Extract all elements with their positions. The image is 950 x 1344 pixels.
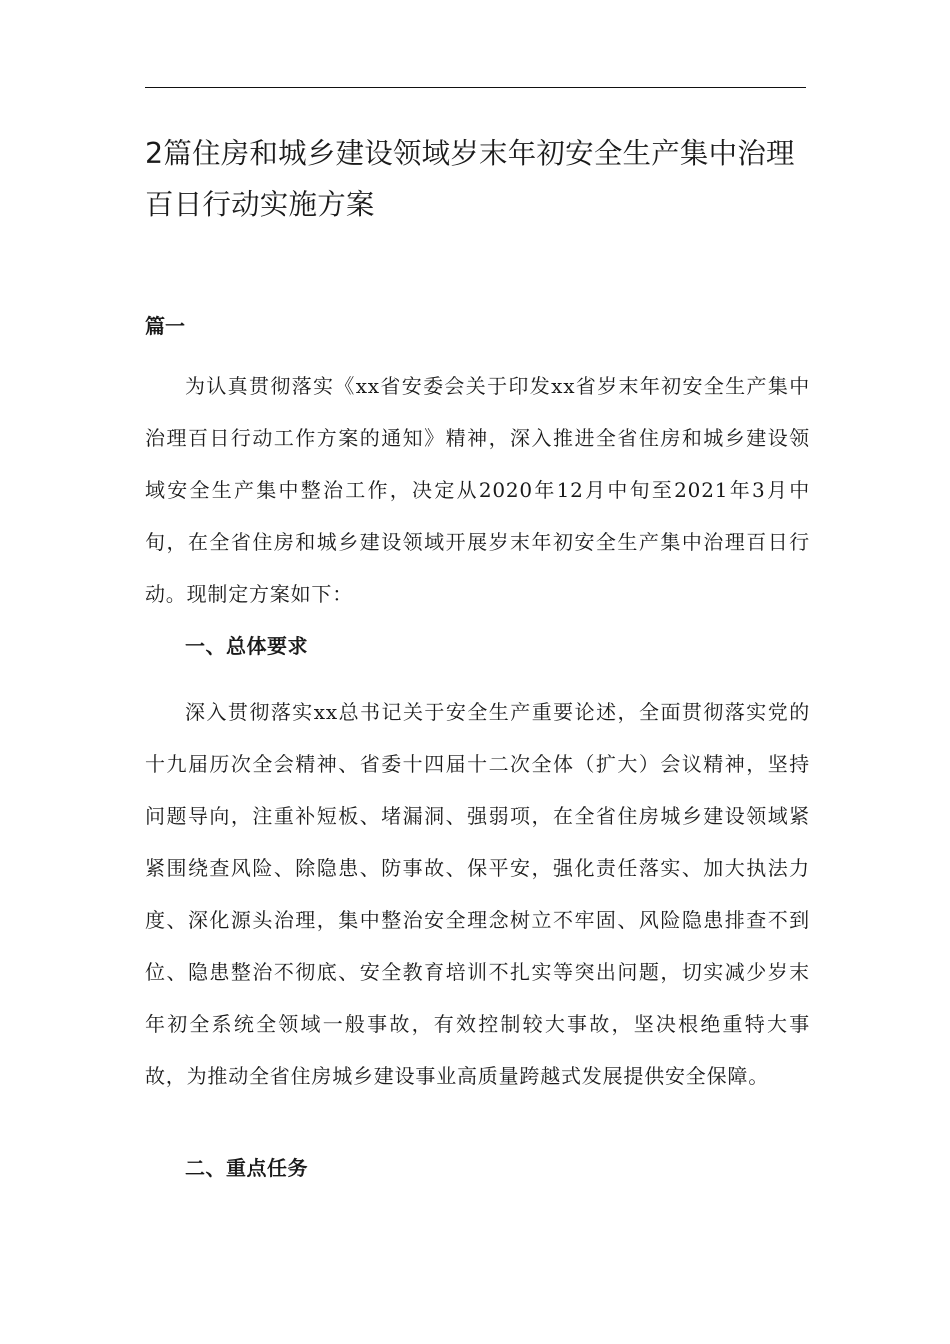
header-rule	[145, 87, 806, 88]
part-label: 篇一	[145, 314, 185, 338]
document-title: 2篇住房和城乡建设领域岁末年初安全生产集中治理百日行动实施方案	[145, 137, 795, 221]
section-heading-key-tasks: 二、重点任务	[185, 1156, 308, 1180]
section-heading-general-requirements: 一、总体要求	[185, 634, 308, 658]
intro-paragraph: 为认真贯彻落实《xx省安委会关于印发xx省岁末年初安全生产集中治理百日行动工作方案的通知》精神，深入推进全省住房和城乡建设领域安全生产集中整治工作，决定从2020年12月中旬至2021年3月中旬，在全省住房和城乡建设领域开展岁末年初安全生产集中治理百日行动。现制定方案如下：	[145, 374, 810, 606]
section-body-general-requirements: 深入贯彻落实xx总书记关于安全生产重要论述，全面贯彻落实党的十九届历次全会精神、省委十四届十二次全体（扩大）会议精神，坚持问题导向，注重补短板、堵漏洞、强弱项，在全省住房城乡建设领域紧紧围绕查风险、除隐患、防事故、保平安，强化责任落实、加大执法力度、深化源头治理，集中整治安全理念树立不牢固、风险隐患排查不到位、隐患整治不彻底、安全教育培训不扎实等突出问题，切实减少岁末年初全系统全领域一般事故，有效控制较大事故，坚决根绝重特大事故，为推动全省住房城乡建设事业高质量跨越式发展提供安全保障。	[145, 700, 810, 1088]
